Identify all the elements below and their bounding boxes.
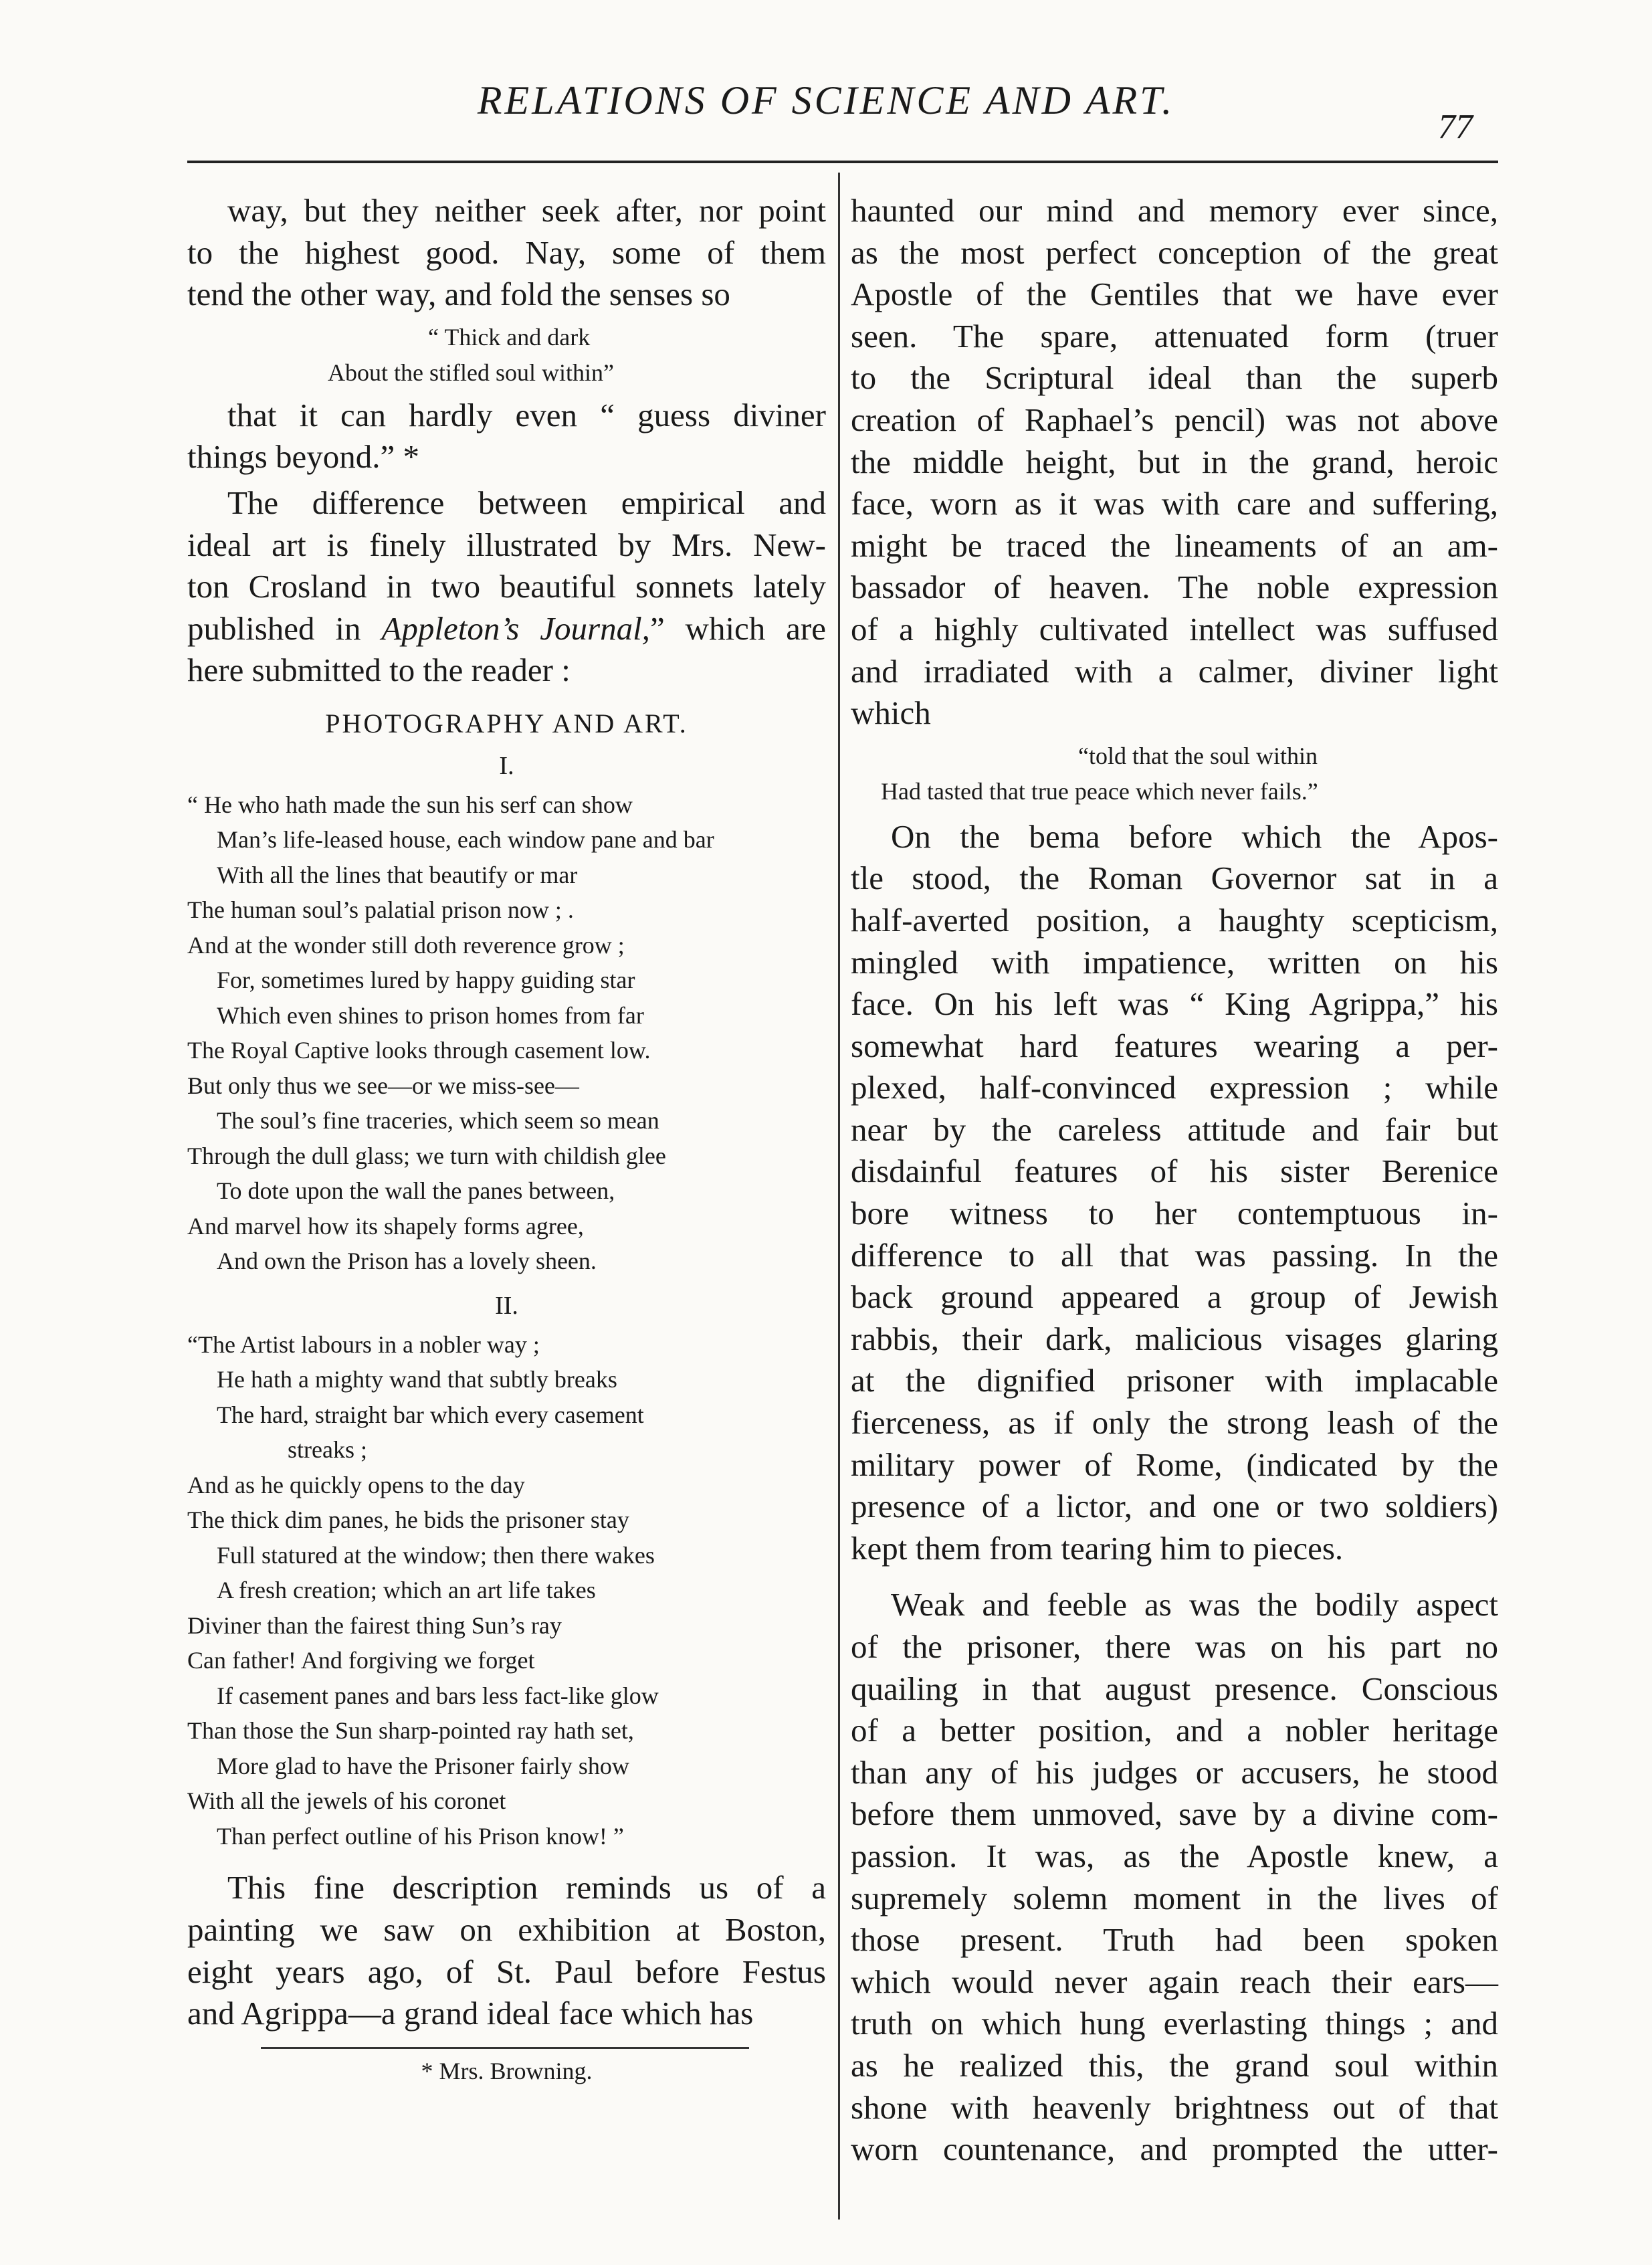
text-line: military power of Rome, (indicated by the (851, 1446, 1498, 1483)
text-line: tend the other way, and fold the senses so (187, 276, 730, 313)
poem-line: And own the Prison has a lovely sheen. (217, 1248, 597, 1275)
paragraph-1 (187, 190, 826, 316)
poem-line: The soul’s fine traceries, which seem so mean (217, 1107, 659, 1135)
poem-line: But only thus we see—or we miss-see— (187, 1072, 579, 1099)
poem-line: “The Artist labours in a nobler way ; (187, 1331, 540, 1358)
text-line: ton Crosland in two beautiful sonnets lately (187, 568, 826, 605)
text-line: plexed, half-convinced expression ; while (851, 1069, 1498, 1106)
text-line (187, 608, 826, 650)
text-line: here submitted to the reader : (187, 652, 571, 689)
poem-line: And as he quickly opens to the day (187, 1471, 525, 1498)
sonnet-2-numeral: II. (495, 1291, 518, 1320)
text-line: as the most perfect conception of the great (851, 233, 1498, 271)
text-line: way, but they neither seek after, nor point (227, 192, 826, 229)
paragraph-1 (851, 190, 1498, 734)
text-line: before them unmoved, save by a divine com- (851, 1795, 1498, 1833)
poem-line: The human soul’s palatial prison now ; . (187, 896, 574, 924)
text-line: half-averted position, a haughty scepticism, (851, 901, 1498, 939)
text-line: On the bema before which the Apos- (891, 817, 1498, 855)
poem-line: With all the jewels of his coronet (187, 1787, 506, 1815)
header-rule (187, 161, 1498, 163)
poem-line: He hath a mighty wand that subtly breaks (217, 1366, 617, 1393)
poem-line: If casement panes and bars less fact-like glow (217, 1682, 659, 1709)
poem-line: And at the wonder still doth reverence grow ; (187, 931, 625, 959)
text-line: to the highest good. Nay, some of them (187, 233, 826, 271)
text-line: that it can hardly even “ guess diviner (227, 396, 826, 433)
text-line: face. On his left was “ King Agrippa,” his (851, 985, 1498, 1023)
poem-line: Full statured at the window; then there wakes (217, 1541, 655, 1569)
text-line: the middle height, but in the grand, heroic (851, 443, 1498, 480)
poem-line: The Royal Captive looks through casement low. (187, 1037, 651, 1064)
text-line: somewhat hard features wearing a per- (851, 1027, 1498, 1064)
quote-line: “told that the soul within (1078, 742, 1318, 769)
text-line: bore witness to her contemptuous in- (851, 1195, 1498, 1232)
text-line: quailing in that august presence. Conscious (851, 1670, 1498, 1707)
poem-line: With all the lines that beautify or mar (217, 861, 578, 888)
text-line: haunted our mind and memory ever since, (851, 192, 1498, 229)
poem-line: And marvel how its shapely forms agree, (187, 1212, 584, 1240)
text-line: ideal art is finely illustrated by Mrs. New- (187, 526, 826, 563)
running-head-title: RELATIONS OF SCIENCE AND ART. (477, 78, 1175, 122)
poem-line: To dote upon the wall the panes between, (217, 1177, 615, 1205)
text-line: to the Scriptural ideal than the superb (851, 359, 1498, 397)
text-line: The difference between empirical and (227, 484, 826, 521)
poem-line: Diviner than the fairest thing Sun’s ray (187, 1611, 562, 1639)
poem-line: For, sometimes lured by happy guiding star (217, 967, 635, 994)
poem-line: The hard, straight bar which every casement (217, 1401, 644, 1428)
footnote: * Mrs. Browning. (421, 2057, 593, 2084)
text-line: truth on which hung everlasting things ; and (851, 2005, 1498, 2042)
text-line: back ground appeared a group of Jewish (851, 1278, 1498, 1316)
paragraph-2 (851, 816, 1498, 1570)
text-line: creation of Raphael’s pencil) was not above (851, 401, 1498, 438)
left-column (187, 190, 826, 2085)
text-line: eight years ago, of St. Paul before Festus (187, 1953, 826, 1990)
quotation-thick-and-dark (187, 320, 826, 391)
poem-line: Than perfect outline of his Prison know! ” (217, 1822, 624, 1850)
quote-line: “ Thick and dark (428, 323, 591, 351)
text-line: as he realized this, the grand soul within (851, 2046, 1498, 2084)
text-line: of the prisoner, there was on his part no (851, 1628, 1498, 1665)
text-line: Weak and feeble as was the bodily aspect (891, 1586, 1498, 1623)
text-line: rabbis, their dark, malicious visages glaring (851, 1320, 1498, 1357)
quote-line: Had tasted that true peace which never fails.” (881, 777, 1318, 805)
poem-line: More glad to have the Prisoner fairly show (217, 1752, 629, 1779)
paragraph-4 (187, 1867, 826, 2034)
text-line: tle stood, the Roman Governor sat in a (851, 860, 1498, 897)
poem-title: PHOTOGRAPHY AND ART. (325, 708, 688, 738)
text-line: which would never again reach their ears— (851, 1963, 1498, 2000)
text-line: fierceness, as if only the strong leash of the (851, 1404, 1498, 1442)
text-line: disdainful features of his sister Berenice (851, 1153, 1498, 1190)
sonnet-1-numeral: I. (499, 751, 514, 780)
poem-line: Than those the Sun sharp-pointed ray hath set, (187, 1717, 634, 1745)
poem-line: The thick dim panes, he bids the prisoner stay (187, 1506, 629, 1534)
text-line: Apostle of the Gentiles that we have ever (851, 276, 1498, 313)
text-line: of a highly cultivated intellect was suffused (851, 610, 1498, 648)
text-line: near by the careless attitude and fair but (851, 1110, 1498, 1148)
right-column (851, 190, 1498, 2171)
text-line: things beyond.” * (187, 438, 420, 476)
text-line: face, worn as it was with care and suffering, (851, 485, 1498, 522)
poem-line: Can father! And forgiving we forget (187, 1647, 535, 1674)
text-line: difference to all that was passing. In the (851, 1236, 1498, 1274)
paragraph-3 (187, 482, 826, 692)
quotation-told-that-the-soul (851, 738, 1498, 809)
sonnet-2 (187, 1327, 826, 1854)
text-run: published in (187, 609, 382, 647)
poem-line: streaks ; (288, 1436, 367, 1464)
paragraph-2 (187, 395, 826, 478)
text-line: shone with heavenly brightness out of that (851, 2088, 1498, 2126)
text-line: those present. Truth had been spoken (851, 1921, 1498, 1959)
text-line: worn countenance, and prompted the utter- (851, 2131, 1498, 2168)
text-line: and irradiated with a calmer, diviner light (851, 652, 1498, 690)
poem-line: “ He who hath made the sun his serf can show (187, 791, 633, 818)
footnote-rule (261, 2047, 749, 2049)
text-line: than any of his judges or accusers, he stood (851, 1753, 1498, 1791)
text-line: kept them from tearing him to pieces. (851, 1529, 1344, 1567)
text-line: might be traced the lineaments of an am- (851, 526, 1498, 564)
text-line: which (851, 694, 931, 732)
text-line: painting we saw on exhibition at Boston, (187, 1911, 826, 1949)
text-line: at the dignified prisoner with implacable (851, 1362, 1498, 1399)
text-line: mingled with impatience, written on his (851, 943, 1498, 981)
text-line: and Agrippa—a grand ideal face which has (187, 1995, 754, 2032)
poem-line: Through the dull glass; we turn with childish glee (187, 1142, 666, 1169)
poem-line: Man’s life-leased house, each window pane and bar (217, 826, 714, 854)
text-line: bassador of heaven. The noble expression (851, 569, 1498, 606)
quote-line: About the stifled soul within” (328, 359, 614, 386)
page-number: 77 (1438, 108, 1473, 146)
sonnet-1 (187, 787, 826, 1279)
text-line: passion. It was, as the Apostle knew, a (851, 1837, 1498, 1874)
text-run: ” which are (649, 609, 826, 647)
poem-line: Which even shines to prison homes from far (217, 1001, 644, 1029)
column-divider (838, 173, 840, 2220)
text-line: supremely solemn moment in the lives of (851, 1879, 1498, 1916)
paragraph-3 (851, 1584, 1498, 2170)
text-line: presence of a lictor, and one or two soldiers) (851, 1488, 1498, 1525)
text-line: This fine description reminds us of a (227, 1869, 826, 1906)
text-line: seen. The spare, attenuated form (truer (851, 317, 1498, 355)
text-line: of a better position, and a nobler heritage (851, 1712, 1498, 1749)
poem-line: A fresh creation; which an art life takes (217, 1577, 596, 1604)
journal-title: Appleton’s Journal, (381, 609, 650, 647)
